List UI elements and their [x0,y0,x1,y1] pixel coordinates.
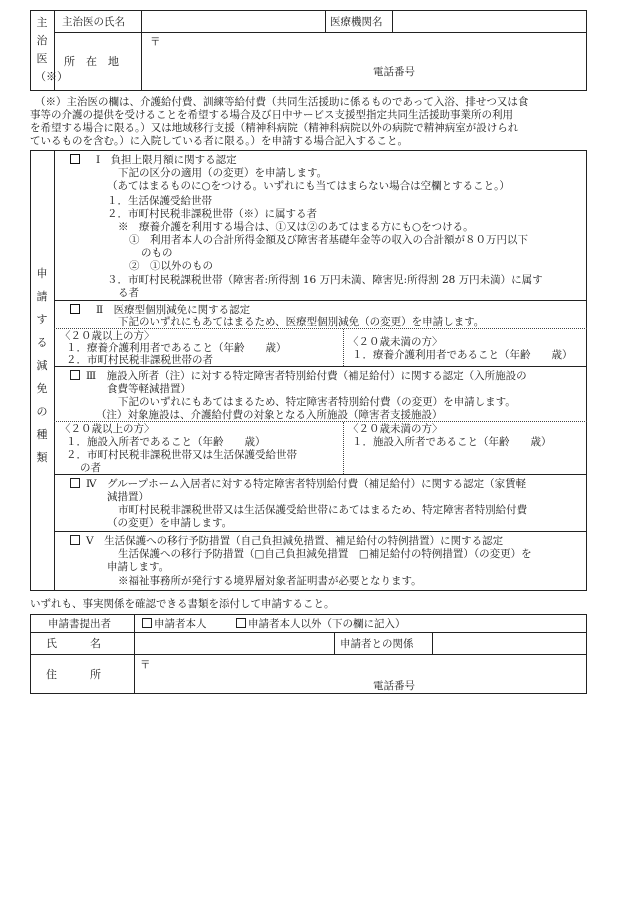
sec5-checkbox[interactable] [70,535,82,547]
divider [30,654,587,655]
doctor-name-label: 主治医の氏名 [62,16,125,28]
sec4-checkbox[interactable] [70,478,82,490]
divider [343,422,344,474]
divider [141,10,142,91]
sec2-left-item: ２．市町村民税非課税世帯の者 [66,354,213,366]
divider [54,366,587,367]
phone-label: 電話番号 [373,66,415,78]
sec3-right-head: 〈２０歳未満の方〉 [348,423,443,435]
sec3-title-2: 食費等軽減措置） [107,383,191,395]
address-label: 住 所 [46,668,101,681]
sec1-line: （あてはまるものに○をつける。いずれにも当てはまらない場合は空欄とすること。） [107,180,510,192]
doctor-side-label: 主治医（※） [35,16,68,83]
sec2-right-head: 〈２０歳未満の方〉 [348,336,443,348]
sec4-line: （の変更）を申請します。 [107,517,233,529]
doctor-address-label: 所 在 地 [64,55,119,68]
sec2-left-item: １．療養介護利用者であること（年齢 歳） [66,342,287,354]
sec1-option-3[interactable]: ３．市町村民税課税世帯（障害者:所得割 16 万円未満、障害児:所得割 28 万円未満）に属す [107,274,543,286]
sec4-title-2: 減措置） [107,491,149,503]
sec2-line: 下記のいずれにもあてはまるため、医療型個別減免（の変更）を申請します。 [118,316,485,328]
sec3-left-item: ２．市町村民税非課税世帯又は生活保護受給世帯 [66,449,297,461]
sec3-checkbox[interactable] [70,370,82,382]
sec5-note: ※福祉事務所が発行する境界層対象者証明書が必要となります。 [118,575,422,587]
relation-label: 申請者との関係 [340,638,414,650]
sec5-line: 申請します。 [107,561,170,573]
sec2-right-item: １．療養介護利用者であること（年齢 歳） [352,349,573,361]
sec1-checkbox[interactable] [70,154,80,166]
sec2-left-head: 〈２０歳以上の方〉 [60,330,155,342]
submitter-label: 申請書提出者 [48,618,111,630]
option-other[interactable] [236,618,406,630]
sec5-title: Ⅴ 生活保護への移行予防措置（自己負担減免措置、補足給付の特例措置）に関する認定 [86,535,504,547]
divider [54,32,587,33]
doctor-note-line: （※）主治医の欄は、介護給付費、訓練等給付費（共同生活援助に係るものであって入浴、排せつ又は食 [35,96,529,108]
doctor-name-field[interactable] [145,12,321,30]
sec3-title: Ⅲ 施設入所者（注）に対する特定障害者特別給付費（補足給付）に関する認定（入所施設の [86,370,527,382]
doctor-address-field[interactable] [162,36,582,62]
name-label: 氏 名 [46,637,101,650]
sec4-line: 市町村民税非課税世帯又は生活保護受給世帯にあてはまるため、特定障害者特別給付費 [118,504,528,516]
sec3-right-item: １．施設入所者であること（年齢 歳） [352,436,552,448]
postal-mark: 〒 [150,36,161,48]
divider [54,328,587,329]
institution-field[interactable] [396,12,582,30]
sec1-option-2[interactable]: ２．市町村民税非課税世帯（※）に属する者 [107,208,317,220]
sec2-checkbox[interactable] [70,304,80,316]
sec1-suboption-2[interactable]: ② ①以外のもの [129,260,213,272]
divider [392,10,393,32]
divider [54,150,55,591]
divider [54,421,587,422]
address-field[interactable] [152,659,582,679]
phone-label: 電話番号 [373,680,415,692]
divider [325,10,326,32]
doctor-note-line: 事等の介護の提供を受けることを希望する場合及び日中サービス支援型指定共同生活援助事業所の利用 [30,109,513,121]
divider [54,474,587,475]
sec3-line: 下記のいずれにもあてはまるため、特定障害者特別給付費（の変更）を申請します。 [118,396,516,408]
sec1-line: ※ 療養介護を利用する場合は、①又は②のあてはまる方にも○をつける。 [118,221,474,233]
reduction-side-label: 申請する減免の種類 [36,267,48,464]
doctor-note-line: ているものを含む。）に入院している者に限る。）を申請する場合記入すること。 [30,135,408,147]
option-self[interactable] [142,618,207,630]
doctor-note-line: を希望する場合に限る。）又は地域移行支援（精神科病院（精神科病院以外の病院で精神病室が設けられ [30,122,519,134]
sec2-title: Ⅱ 医療型個別減免に関する認定 [96,304,251,316]
sec1-line: のもの [141,247,173,259]
divider [343,329,344,366]
postal-mark: 〒 [140,659,151,671]
option-other-label: 申請者本人以外（下の欄に記入） [248,618,406,630]
sec1-title: Ⅰ 負担上限月額に関する認定 [96,154,237,166]
divider [54,300,587,301]
option-self-label: 申請者本人 [154,618,207,630]
relation-field[interactable] [436,634,582,652]
sec3-note: （注）対象施設は、介護給付費の対象となる入所施設（障害者支援施設） [96,409,443,421]
sec1-suboption-1[interactable]: ① 利用者本人の合計所得金額及び障害者基礎年金等の収入の合計額が８０万円以下 [129,234,528,246]
sec5-line: 生活保護への移行予防措置（□自己負担減免措置 □補足給付の特例措置）（の変更）を [118,548,532,560]
sec1-line: る者 [118,287,139,299]
divider [30,632,587,633]
sec3-left-item: の者 [80,462,101,474]
sec1-line: 下記の区分の適用（の変更）を申請します。 [118,167,328,179]
name-field[interactable] [138,634,330,652]
attach-note: いずれも、事実関係を確認できる書類を添付して申請すること。 [30,598,335,610]
divider [54,531,587,532]
sec3-left-item: １．施設入所者であること（年齢 歳） [66,436,266,448]
divider [334,632,335,654]
institution-label: 医療機関名 [330,16,383,28]
divider [432,632,433,654]
sec3-left-head: 〈２０歳以上の方〉 [60,423,155,435]
sec4-title: Ⅳ グループホーム入居者に対する特定障害者特別給付費（補足給付）に関する認定（家賃軽 [86,478,527,490]
sec1-option-1[interactable]: １．生活保護受給世帯 [107,195,212,207]
